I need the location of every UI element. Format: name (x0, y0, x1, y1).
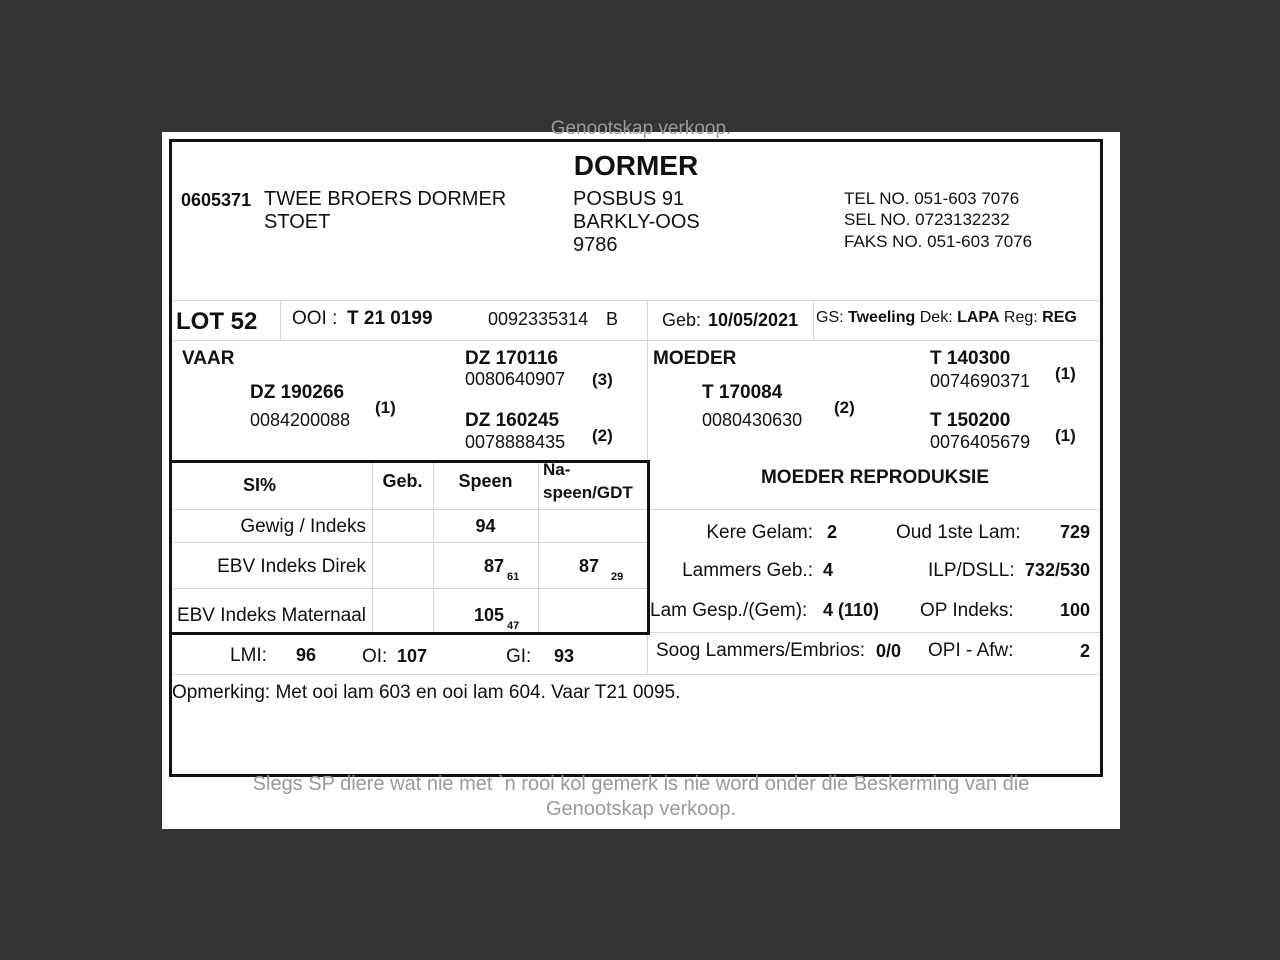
ooi-label: OOI : (292, 308, 338, 329)
speen-value: 94 (475, 516, 496, 536)
soog-value: 0/0 (876, 641, 902, 661)
oi-label: OI: (362, 646, 388, 667)
divider (172, 300, 1100, 301)
moeder-dam-id: 0076405679 (930, 432, 1031, 452)
remarks: Opmerking: Met ooi lam 603 en ooi lam 604. Vaar T21 0095. (172, 682, 681, 703)
breeder-address-line2: BARKLY-OOS (573, 211, 700, 233)
breeder-sel: SEL NO. 0723132232 (844, 210, 1010, 229)
divider (650, 509, 1100, 510)
breeder-address-line1: POSBUS 91 (573, 188, 685, 210)
divider (172, 509, 647, 510)
moeder-label: MOEDER (653, 348, 737, 369)
moeder-sire-name: T 140300 (930, 348, 1011, 369)
gi-label: GI: (506, 646, 532, 667)
breeder-faks: FAKS NO. 051-603 7076 (844, 232, 1033, 251)
divider (172, 588, 647, 589)
lam-gesp-value: 4 (110) (823, 600, 880, 620)
lot-id-suffix: B (606, 309, 619, 329)
vaar-id: 0084200088 (250, 410, 351, 430)
gs-label: GS: (816, 309, 844, 326)
dek-label: Dek: (919, 309, 953, 326)
index-table-border (172, 460, 650, 463)
footer-line2: Genootskap verkoop. (545, 798, 737, 820)
lammers-geb-label: Lammers Geb.: (682, 560, 813, 581)
speen-value: 87 (484, 556, 505, 576)
naspeen-header-line1: Na- (543, 460, 571, 479)
oi-value: 107 (397, 646, 428, 666)
opi-label: OPI - Afw: (928, 640, 1014, 661)
kere-gelam-label: Kere Gelam: (706, 522, 813, 543)
op-indeks-value: 100 (1059, 600, 1090, 620)
reg-label: Reg: (1003, 309, 1038, 326)
breeder-name-line2: STOET (264, 211, 331, 233)
moeder-dam-name: T 150200 (930, 410, 1011, 431)
divider (172, 674, 1100, 675)
vaar-dam-id: 0078888435 (465, 432, 566, 452)
footer-disclaimer (162, 772, 1120, 822)
gs-value: Tweeling (848, 309, 916, 326)
index-table-border (172, 632, 650, 635)
speen-accuracy: 61 (507, 571, 520, 583)
moeder-dam-grade: (1) (1055, 426, 1076, 445)
op-indeks-label: OP Indeks: (920, 600, 1014, 621)
divider (172, 542, 647, 543)
naspeen-value: 87 (579, 556, 600, 576)
divider (647, 300, 648, 460)
si-header: SI% (242, 475, 276, 495)
vaar-grade: (1) (375, 398, 396, 417)
lmi-label: LMI: (230, 645, 267, 666)
lot-number: LOT 52 (176, 308, 258, 335)
divider (813, 300, 814, 340)
vaar-sire-name: DZ 170116 (465, 348, 558, 369)
breeder-address-line3: 9786 (573, 234, 618, 256)
vaar-dam-name: DZ 160245 (465, 410, 560, 431)
lam-gesp-label: Lam Gesp./(Gem): (650, 600, 808, 621)
gi-value: 93 (554, 646, 575, 666)
breeder-tel: TEL NO. 051-603 7076 (844, 189, 1020, 208)
divider (650, 632, 1100, 633)
birth-date-value: 10/05/2021 (708, 310, 799, 330)
footer-line1: Slegs SP diere wat nie met `n rooi kol gemerk is nie word onder die Beskerming van die (252, 773, 1030, 795)
divider (647, 635, 648, 674)
vaar-dam-grade: (2) (592, 426, 613, 445)
lammers-geb-value: 4 (823, 560, 834, 580)
soog-label: Soog Lammers/Embrios: (656, 640, 866, 661)
vaar-sire-grade: (3) (592, 370, 613, 389)
index-row-label: Gewig / Indeks (240, 516, 366, 537)
naspeen-accuracy: 29 (611, 571, 624, 583)
speen-header: Speen (458, 471, 513, 491)
lmi-value: 96 (296, 645, 317, 665)
breeder-number: 0605371 (181, 190, 252, 210)
moeder-name: T 170084 (702, 382, 783, 403)
index-row-label: EBV Indeks Direk (217, 556, 366, 577)
breed-title: DORMER (573, 150, 699, 181)
ilp-value: 732/530 (1024, 560, 1090, 580)
vaar-label: VAAR (182, 348, 235, 369)
divider (280, 300, 281, 340)
ooi-value: T 21 0199 (347, 308, 433, 329)
lot-id: 0092335314 (488, 309, 589, 329)
vaar-sire-id: 0080640907 (465, 369, 566, 389)
catalog-page (162, 118, 1120, 829)
ilp-label: ILP/DSLL: (928, 560, 1015, 581)
opi-value: 2 (1079, 641, 1090, 661)
oud-lam-label: Oud 1ste Lam: (896, 522, 1021, 543)
geb-header: Geb. (382, 471, 423, 491)
kere-gelam-value: 2 (827, 522, 838, 542)
birth-date-label: Geb: (662, 310, 702, 330)
moeder-grade: (2) (834, 398, 855, 417)
naspeen-header-line2: speen/GDT (543, 483, 633, 502)
reproduction-title: MOEDER REPRODUKSIE (760, 467, 990, 488)
speen-value: 105 (474, 605, 505, 625)
lot-card (169, 139, 1103, 777)
moeder-id: 0080430630 (702, 410, 803, 430)
oud-lam-value: 729 (1059, 522, 1090, 542)
breeder-name-line1: TWEE BROERS DORMER (264, 188, 507, 210)
divider (538, 463, 539, 632)
speen-accuracy: 47 (507, 620, 520, 632)
vaar-name: DZ 190266 (250, 382, 345, 403)
index-row-label: EBV Indeks Maternaal (176, 605, 366, 626)
ghost-header-text: Genootskap verkoop. (550, 118, 732, 139)
divider (172, 340, 1100, 341)
moeder-sire-grade: (1) (1055, 364, 1076, 383)
reg-value: REG (1042, 309, 1077, 326)
dek-value: LAPA (957, 309, 1000, 326)
moeder-sire-id: 0074690371 (930, 371, 1031, 391)
